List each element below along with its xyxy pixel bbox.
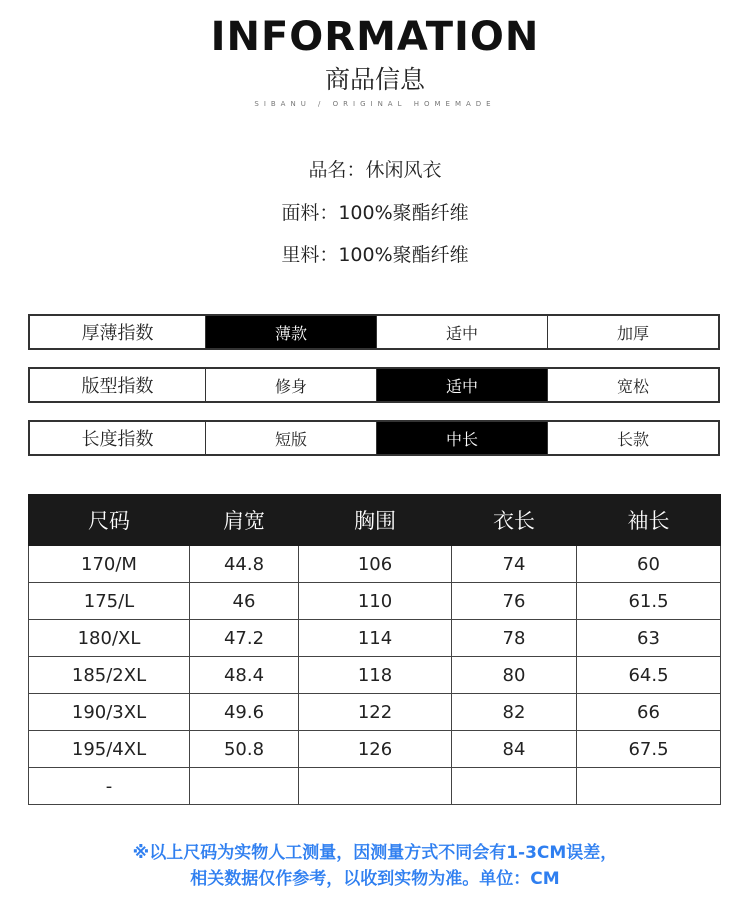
index-label: 版型指数 xyxy=(30,369,206,401)
index-label: 长度指数 xyxy=(30,422,206,454)
measurement-note-line1: ※以上尺码为实物人工测量，因测量方式不同会有1-3CM误差， xyxy=(132,843,618,863)
table-cell: 195/4XL xyxy=(29,731,190,768)
table-cell: 126 xyxy=(299,731,452,768)
thickness-index-row xyxy=(28,314,720,350)
measurement-note-line2: 相关数据仅作参考，以收到实物为准。单位：CM xyxy=(190,869,560,889)
index-option: 薄款 xyxy=(206,316,377,348)
table-cell xyxy=(452,768,577,805)
index-option: 长款 xyxy=(616,429,649,449)
index-option: 中长 xyxy=(377,422,548,454)
table-cell: 64.5 xyxy=(577,657,721,694)
column-header: 袖长 xyxy=(577,495,721,546)
table-cell: 114 xyxy=(299,620,452,657)
table-cell: 46 xyxy=(190,583,299,620)
table-cell: 110 xyxy=(299,583,452,620)
table-cell: 78 xyxy=(452,620,577,657)
index-label: 厚薄指数 xyxy=(30,316,206,348)
table-cell: 60 xyxy=(577,546,721,583)
table-cell: 82 xyxy=(452,694,577,731)
table-cell xyxy=(577,768,721,805)
page-subtitle: 商品信息 xyxy=(324,65,425,94)
index-option: 短版 xyxy=(206,422,377,454)
brand-tagline: SIBANU / ORIGINAL HOMEMADE xyxy=(254,100,496,108)
table-cell: 63 xyxy=(577,620,721,657)
product-name: 品名：休闲风衣 xyxy=(308,159,442,181)
length-index-row xyxy=(28,420,720,456)
table-cell: 84 xyxy=(452,731,577,768)
table-row xyxy=(29,768,721,805)
table-cell: 47.2 xyxy=(190,620,299,657)
table-cell: 67.5 xyxy=(577,731,721,768)
column-header: 衣长 xyxy=(452,495,577,546)
size-table xyxy=(28,494,721,805)
table-cell xyxy=(190,768,299,805)
table-cell: 48.4 xyxy=(190,657,299,694)
index-option: 修身 xyxy=(206,369,377,401)
table-row xyxy=(29,731,721,768)
table-cell: 185/2XL xyxy=(29,657,190,694)
index-option: 适中 xyxy=(377,316,548,348)
page-title: INFORMATION xyxy=(210,14,540,60)
table-cell: 122 xyxy=(299,694,452,731)
table-cell: 180/XL xyxy=(29,620,190,657)
column-header: 肩宽 xyxy=(190,495,299,546)
column-header: 尺码 xyxy=(29,495,190,546)
table-cell: 50.8 xyxy=(190,731,299,768)
lining-info: 里料：100%聚酯纤维 xyxy=(281,244,469,266)
column-header: 胸围 xyxy=(299,495,452,546)
table-cell xyxy=(299,768,452,805)
fabric-info: 面料：100%聚酯纤维 xyxy=(281,202,469,224)
table-cell: 170/M xyxy=(29,546,190,583)
table-row xyxy=(29,620,721,657)
table-cell: 49.6 xyxy=(190,694,299,731)
table-row xyxy=(29,583,721,620)
table-cell: 66 xyxy=(577,694,721,731)
table-row xyxy=(29,694,721,731)
table-cell: 74 xyxy=(452,546,577,583)
table-cell: 190/3XL xyxy=(29,694,190,731)
table-cell: 106 xyxy=(299,546,452,583)
table-cell: 76 xyxy=(452,583,577,620)
table-cell: 80 xyxy=(452,657,577,694)
table-cell: - xyxy=(29,768,190,805)
table-row xyxy=(29,546,721,583)
index-option: 加厚 xyxy=(616,323,649,343)
table-cell: 44.8 xyxy=(190,546,299,583)
table-header-row xyxy=(29,495,721,546)
index-option: 宽松 xyxy=(616,376,649,396)
table-cell: 118 xyxy=(299,657,452,694)
table-cell: 175/L xyxy=(29,583,190,620)
fit-index-row xyxy=(28,367,720,403)
table-cell: 61.5 xyxy=(577,583,721,620)
index-option: 适中 xyxy=(377,369,548,401)
table-row xyxy=(29,657,721,694)
